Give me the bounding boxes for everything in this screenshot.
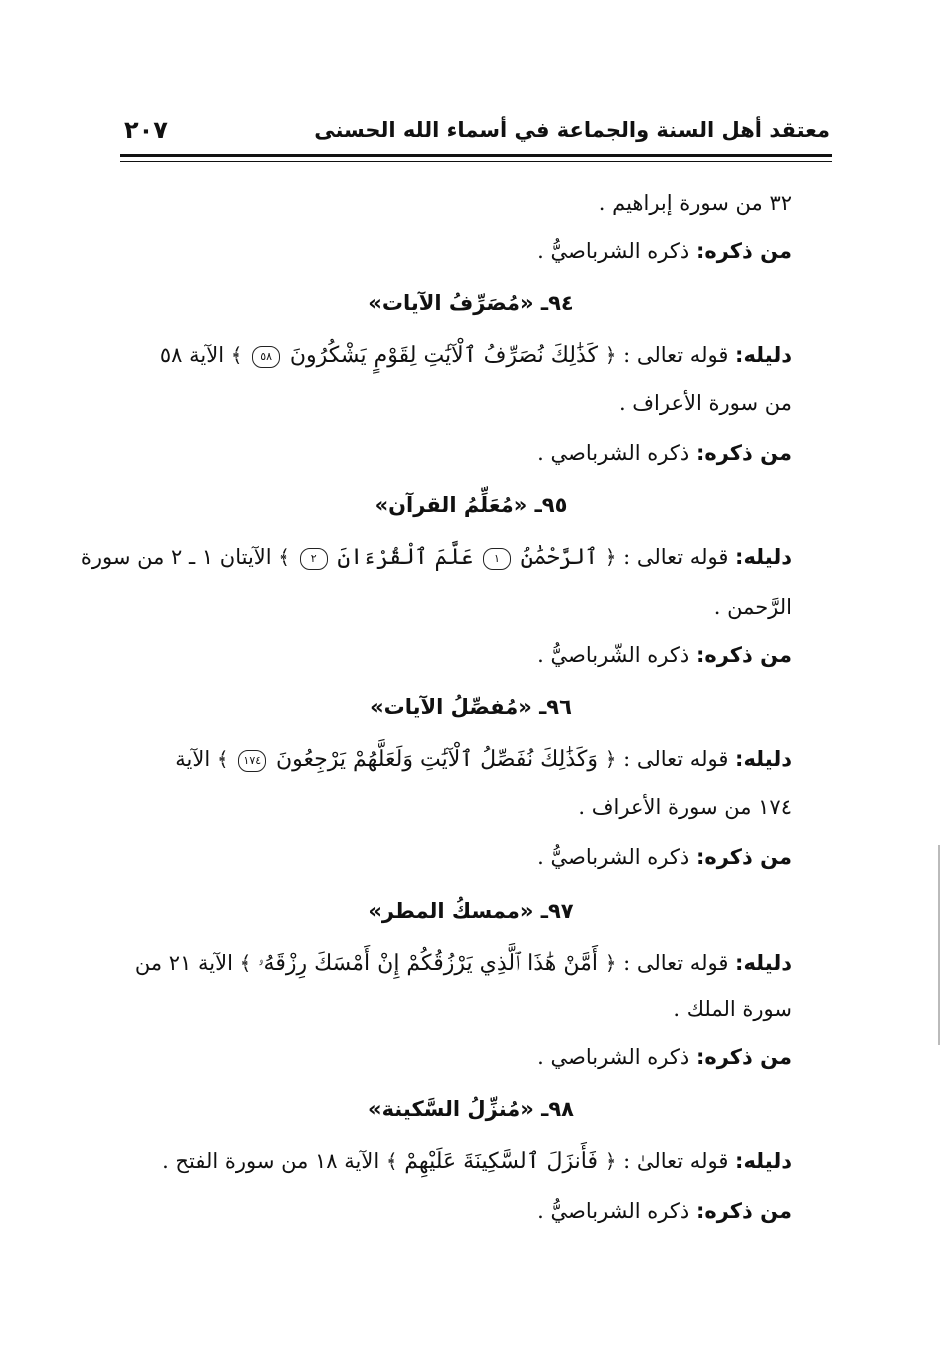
said-text: قوله تعالى : — [623, 343, 729, 367]
entry-title — [0, 490, 942, 520]
entry-title-text: ٩٤ـ «مُصَرِّفُ الآيات» — [368, 291, 574, 315]
mentioned-text: ذكره الشّرباصيُّ . — [537, 643, 690, 667]
open-ornament: ﴿ — [604, 747, 617, 771]
verse-text: كَذَٰلِكَ نُصَرِّفُ ٱلْآيَٰتِ لِقَوْمٍ يَشْكُرُونَ — [289, 343, 599, 368]
close-ornament: ﴾ — [216, 747, 229, 771]
evidence-label: دليله: — [735, 951, 792, 975]
mentioned-label: من ذكره: — [695, 441, 792, 465]
mentioned-label: من ذكره: — [695, 643, 792, 667]
mentioned-text: ذكره الشرباصي . — [537, 441, 690, 465]
reference-continuation-text: من سورة الأعراف . — [618, 391, 792, 415]
mentioned-label: من ذكره: — [695, 845, 792, 869]
entry-title — [0, 1094, 942, 1124]
reference-continuation-text: الرَّحمن . — [713, 595, 792, 619]
mentioned-text: ذكره الشرباصيُّ . — [537, 1199, 690, 1223]
reference-continuation-text: سورة الملك . — [673, 997, 792, 1021]
reference-continuation — [714, 592, 792, 622]
evidence-line — [162, 1146, 792, 1177]
scan-edge-mark — [938, 845, 940, 1045]
mentioned-text: ذكره الشرباصيُّ . — [537, 845, 690, 869]
reference-text: الآيتان ١ ـ ٢ من سورة — [80, 545, 272, 569]
verse-text-part2: عَلَّمَ ٱلْقُرْءَانَ — [337, 545, 474, 570]
said-text: قوله تعالىٰ : — [623, 1149, 729, 1173]
mentioned-line — [537, 1196, 792, 1226]
ayah-number-mark: ٥٨ — [252, 346, 280, 368]
mentioned-label: من ذكره: — [695, 1045, 792, 1069]
open-ornament: ﴿ — [604, 951, 617, 975]
header-rule-thick — [120, 154, 832, 157]
ayah-number-mark: ١٧٤ — [238, 750, 266, 772]
mentioned-label: من ذكره: — [695, 1199, 792, 1223]
evidence-line — [135, 948, 792, 979]
reference-text: الآية ٢١ من — [134, 951, 233, 975]
mentioned-line — [537, 842, 792, 872]
close-ornament: ﴾ — [230, 343, 243, 367]
entry-title — [0, 896, 942, 926]
evidence-label: دليله: — [735, 545, 792, 569]
mentioned-line — [537, 438, 792, 468]
header-title: معتقد أهل السنة والجماعة في أسماء الله الحسنى — [314, 118, 830, 142]
page-number: ٢٠٧ — [124, 116, 168, 144]
mentioned-label: من ذكره: — [695, 239, 792, 263]
said-text: قوله تعالى : — [623, 747, 729, 771]
close-ornament: ﴾ — [278, 545, 291, 569]
open-ornament: ﴿ — [604, 343, 617, 367]
entry-title-text: ٩٧ـ «ممسكُ المطر» — [368, 899, 574, 923]
verse-text: أَمَّنْ هَٰذَا ٱلَّذِي يَرْزُقُكُمْ إِنْ أَمْسَكَ رِزْقَهُۥ — [258, 951, 599, 976]
header-rule-thin — [120, 161, 832, 162]
evidence-line — [160, 340, 792, 371]
open-ornament: ﴿ — [604, 1149, 617, 1173]
reference-text: الآية ٥٨ — [159, 343, 225, 367]
evidence-label: دليله: — [735, 747, 792, 771]
said-text: قوله تعالى : — [623, 545, 729, 569]
entry-title — [0, 288, 942, 318]
close-ornament: ﴾ — [385, 1149, 398, 1173]
mentioned-line — [537, 640, 792, 670]
entry-title-text: ٩٥ـ «مُعَلِّمُ القرآن» — [374, 493, 568, 517]
entry-title-text: ٩٦ـ «مُفصِّلُ الآيات» — [370, 695, 572, 719]
ayah-number-mark: ٢ — [300, 548, 328, 570]
close-ornament: ﴾ — [239, 951, 252, 975]
said-text: قوله تعالى : — [623, 951, 729, 975]
intro-line-text: ٣٢ من سورة إبراهيم . — [598, 191, 792, 215]
mentioned-text: ذكره الشرباصيُّ . — [537, 239, 690, 263]
evidence-label: دليله: — [735, 1149, 792, 1173]
evidence-line — [81, 542, 792, 573]
evidence-line — [175, 744, 792, 775]
open-ornament: ﴿ — [604, 545, 617, 569]
entry-title-text: ٩٨ـ «مُنزِّلُ السَّكينة» — [368, 1097, 574, 1121]
evidence-label: دليله: — [735, 343, 792, 367]
verse-text: فَأَنزَلَ ٱلسَّكِينَةَ عَلَيْهِمْ — [404, 1149, 599, 1174]
reference-text: الآية ١٨ من سورة الفتح . — [162, 1149, 380, 1173]
reference-continuation — [673, 994, 792, 1024]
intro-mentioned-line — [537, 236, 792, 266]
ayah-number-mark: ١ — [483, 548, 511, 570]
verse-text: وَكَذَٰلِكَ نُفَصِّلُ ٱلْآيَٰتِ وَلَعَلَّهُمْ يَرْجِعُونَ — [275, 747, 599, 772]
reference-continuation — [619, 388, 792, 418]
entry-title — [0, 692, 942, 722]
mentioned-text: ذكره الشرباصي . — [537, 1045, 690, 1069]
reference-continuation-text: ١٧٤ من سورة الأعراف . — [578, 795, 792, 819]
running-header — [118, 112, 830, 156]
reference-text: الآية — [175, 747, 211, 771]
verse-text-part1: ٱلرَّحْمَٰنُ — [520, 545, 599, 570]
mentioned-line — [537, 1042, 792, 1072]
reference-continuation — [578, 792, 792, 822]
intro-line — [599, 188, 792, 218]
